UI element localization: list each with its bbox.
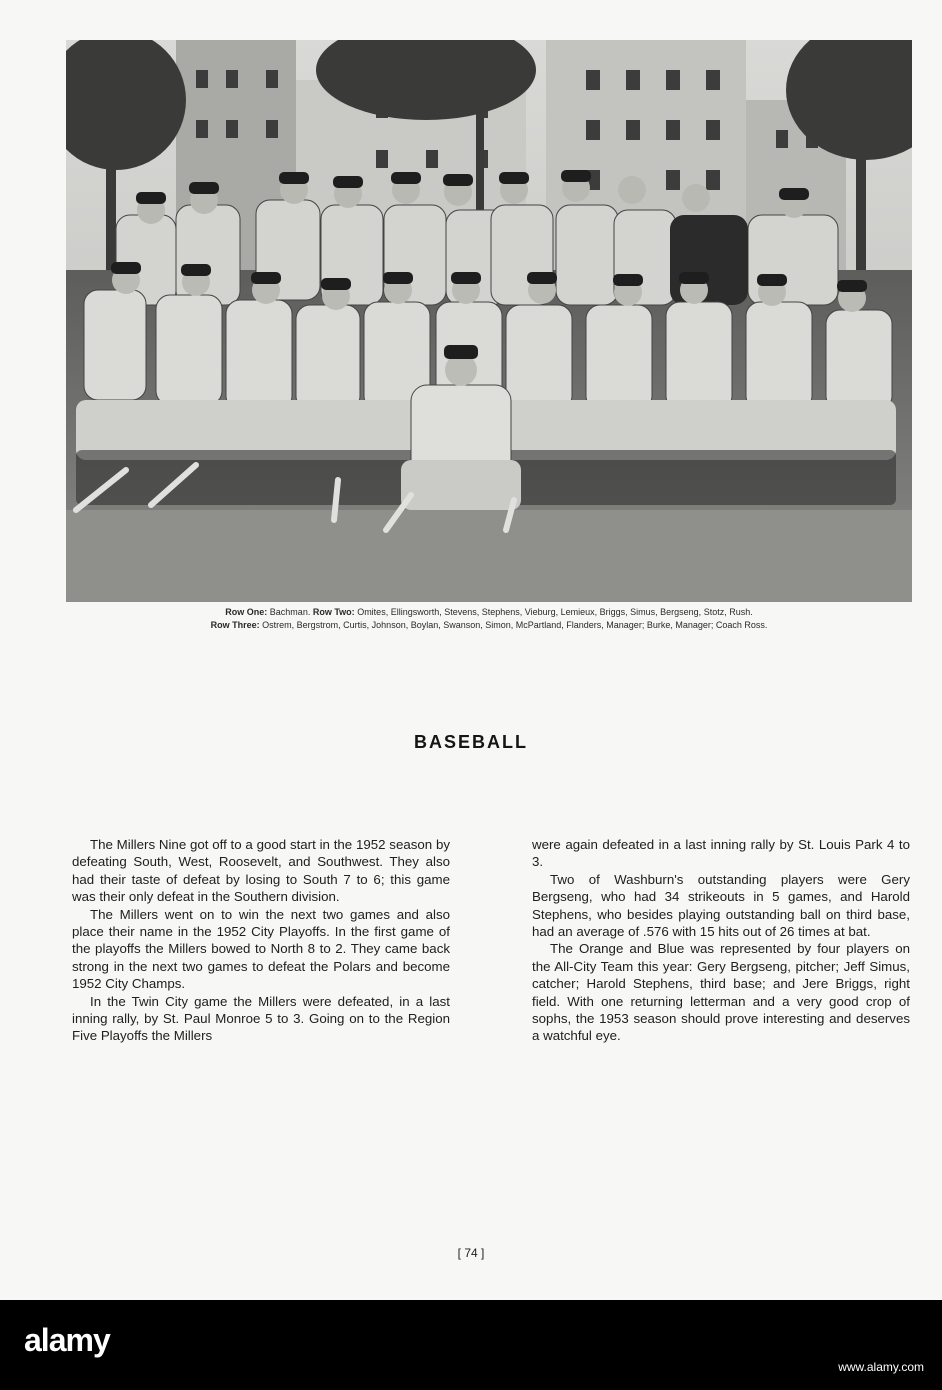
alamy-url: www.alamy.com [838, 1360, 924, 1374]
caption-row-three-names: Ostrem, Bergstrom, Curtis, Johnson, Boylan, Swanson, Simon, McPartland, Flanders, Manager; Burke, Manager; Coach Ross. [262, 620, 768, 630]
caption-line-1 [66, 606, 912, 619]
team-photo-illustration [66, 40, 912, 602]
right-paragraph-2: Two of Washburn's outstanding players were Gery Bergseng, who had 34 strikeouts in 5 games, and Harold Stephens, who besides playing outstanding ball on third base, had an average of .576 with 15 hits out of 26 times at bat. [532, 871, 910, 940]
left-paragraph-3: In the Twin City game the Millers were defeated, in a last inning rally, by St. Paul Monroe 5 to 3. Going on to the Region Five Playoffs the Millers [72, 993, 450, 1044]
section-heading: BASEBALL [414, 732, 528, 752]
caption-row-two-names: Omites, Ellingsworth, Stevens, Stephens, Vieburg, Lemieux, Briggs, Simus, Bergseng, Stotz, Rush. [357, 607, 753, 617]
left-column [72, 836, 450, 1045]
right-paragraph-1: were again defeated in a last inning rally by St. Louis Park 4 to 3. [532, 837, 910, 870]
left-paragraph-1: The Millers Nine got off to a good start in the 1952 season by defeating South, West, Roosevelt, and Southwest. They also had their taste of defeat by losing to South 7 to 6; this game was their only defeat in the Southern division. [72, 837, 450, 905]
stock-watermark-banner [0, 1300, 942, 1390]
left-paragraph-2: The Millers went on to win the next two games and also place their name in the 1952 City Playoffs. In the first game of the playoffs the Millers bowed to North 8 to 2. They came back strong in the next two games to defeat the Polars and become 1952 City Champs. [72, 906, 450, 992]
alamy-logo: alamy [24, 1322, 110, 1358]
right-column [532, 836, 910, 1045]
right-paragraph-3: The Orange and Blue was represented by four players on the All-City Team this year: Gery Bergseng, pitcher; Jeff Simus, catcher; Harold Stephens, third base; and Jere Briggs, right field. With one returning letterman and a very good crop of sophs, the 1953 season should prove interesting and deserves a watchful eye. [532, 941, 910, 1044]
caption-row-two-label: Row Two: [312, 607, 355, 617]
photo-caption [66, 606, 912, 632]
caption-row-three-label: Row Three: [210, 620, 260, 630]
caption-row-one-label: Row One: [225, 607, 268, 617]
caption-line-2 [66, 619, 912, 632]
caption-row-one-names: Bachman. [269, 607, 311, 617]
page-number: [ 74 ] [457, 1246, 485, 1260]
team-photo [66, 40, 912, 602]
